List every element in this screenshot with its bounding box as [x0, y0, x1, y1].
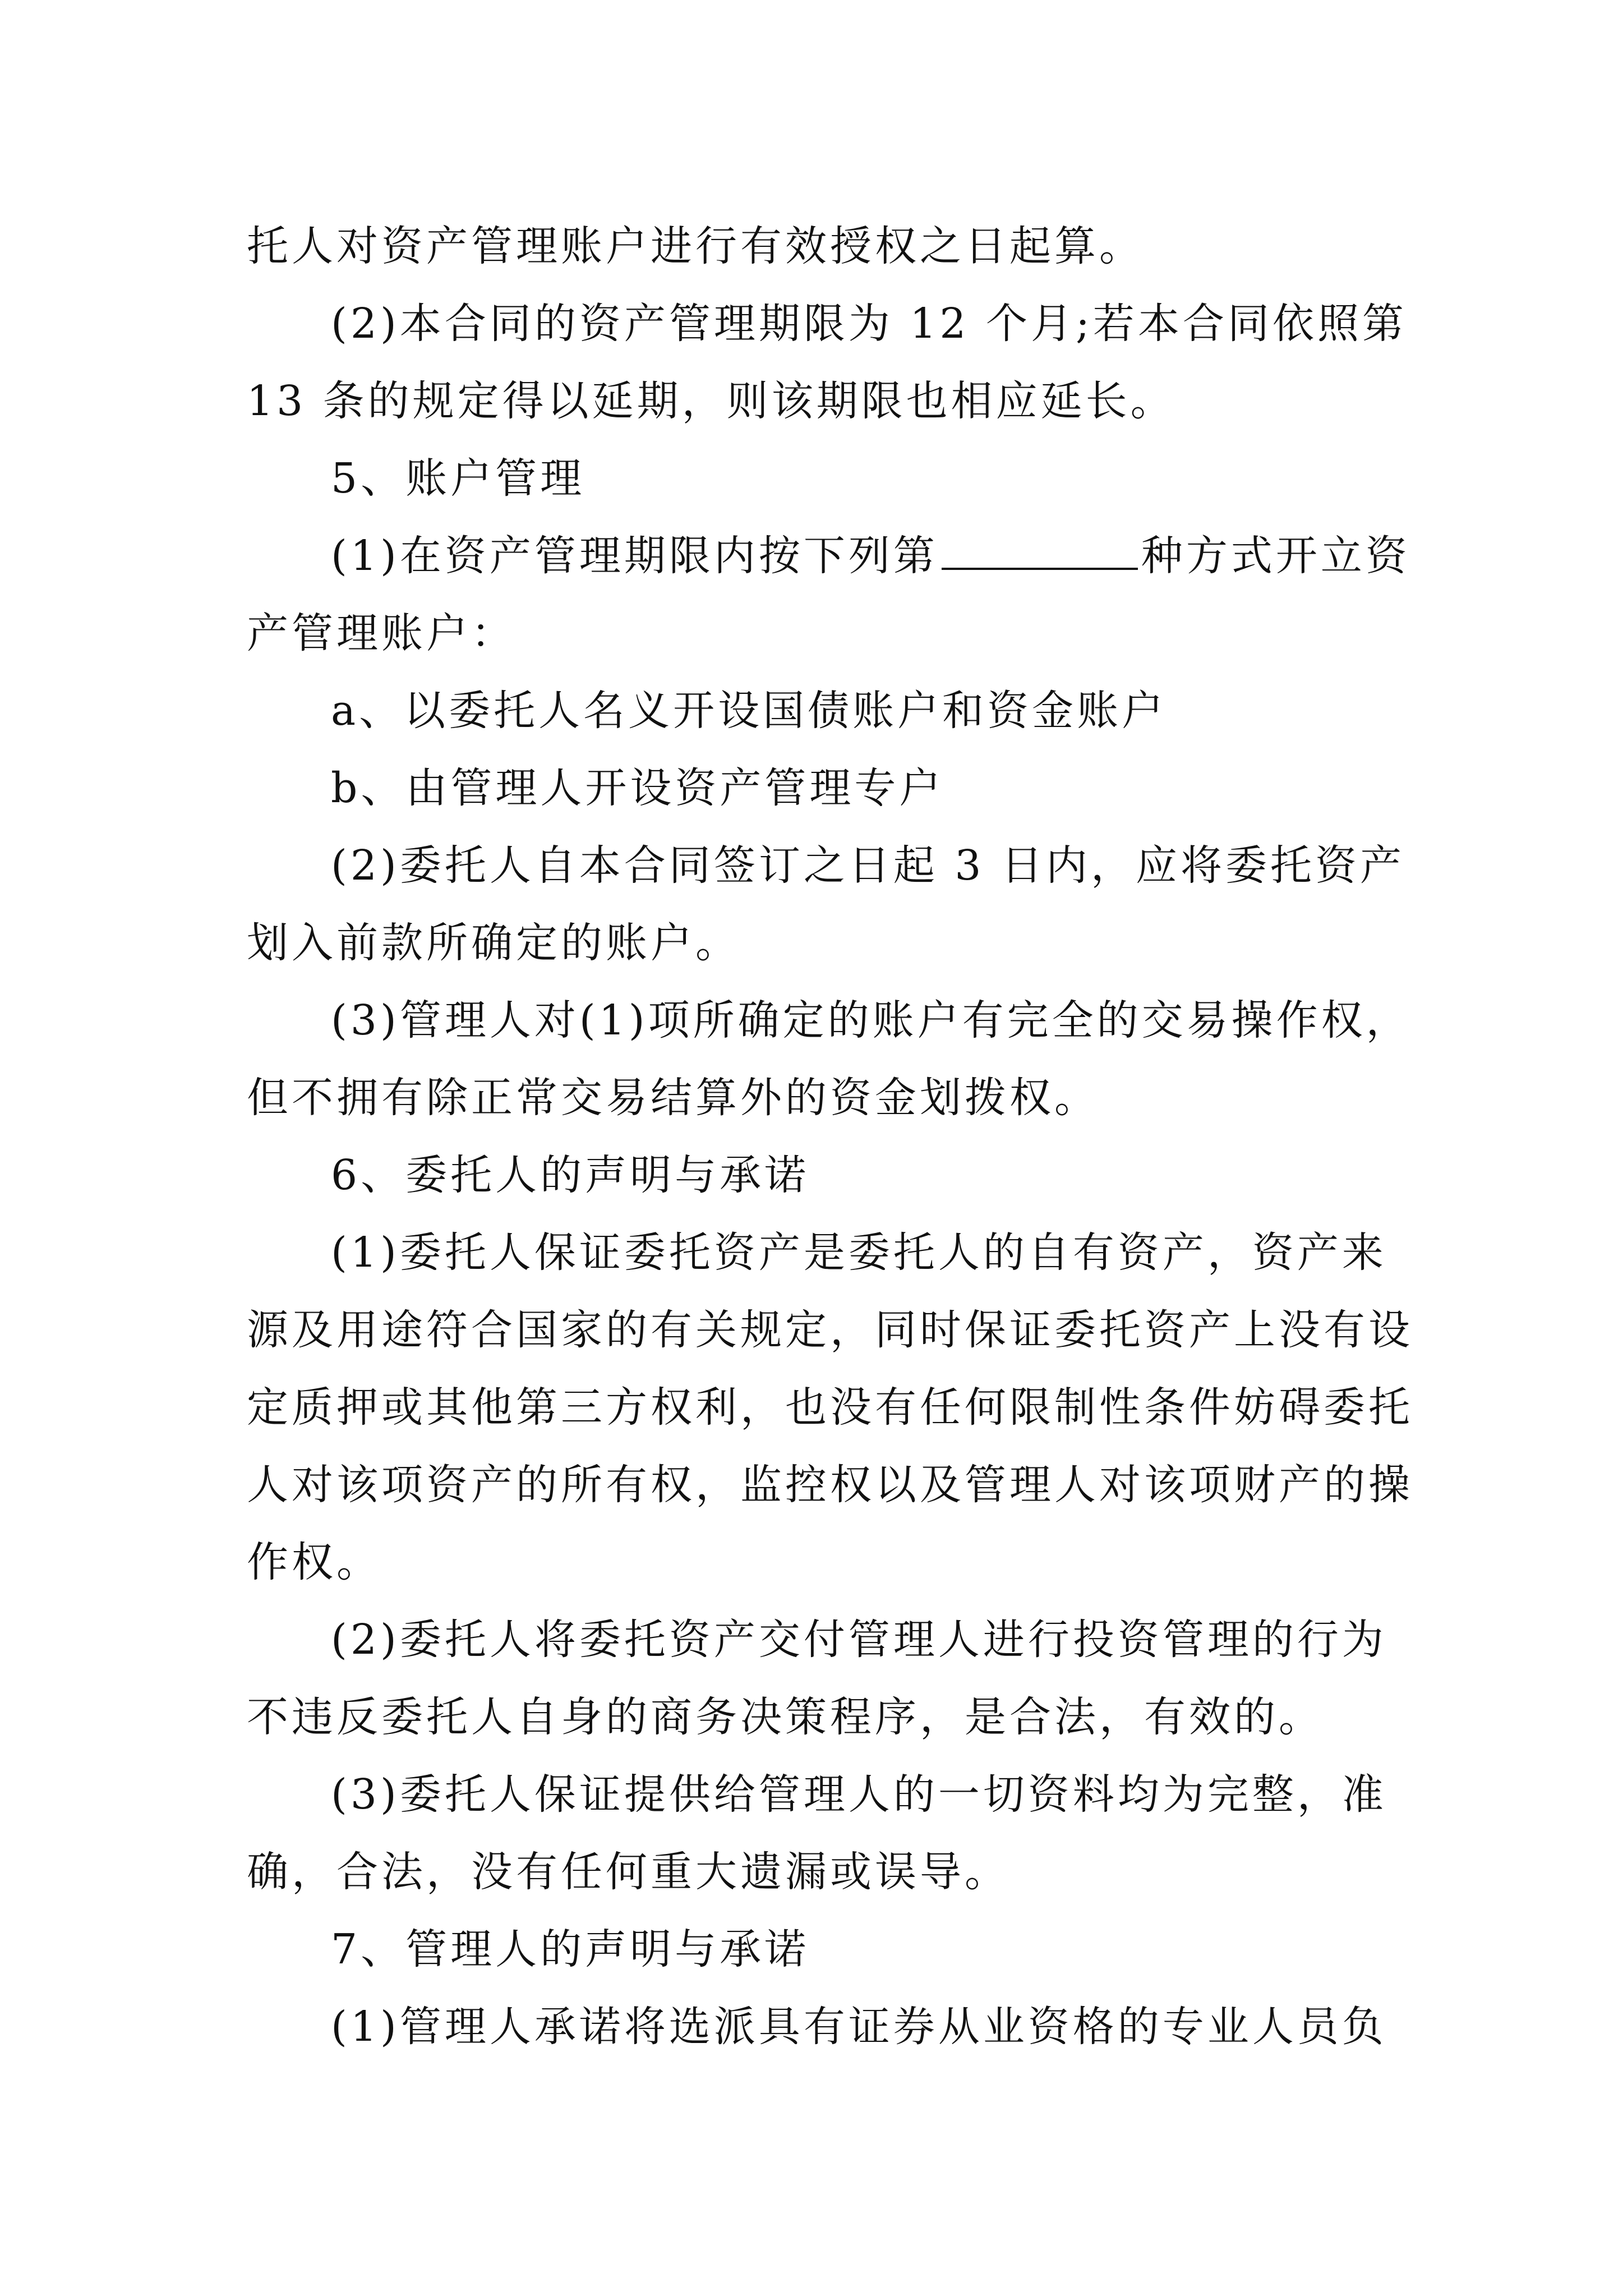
- paragraph-line: 人对该项资产的所有权，监控权以及管理人对该项财产的操: [247, 1461, 1413, 1509]
- list-item: a、以委托人名义开设国债账户和资金账户: [331, 687, 1167, 735]
- paragraph-line: 不违反委托人自身的商务决策程序，是合法，有效的。: [247, 1693, 1324, 1741]
- paragraph-line: (2)委托人将委托资产交付管理人进行投资管理的行为: [331, 1616, 1387, 1664]
- fill-in-blank: [942, 531, 1138, 570]
- paragraph-line: (2)委托人自本合同签订之日起 3 日内，应将委托资产: [331, 841, 1405, 890]
- paragraph-line-with-blank: [247, 517, 1410, 595]
- section-heading: 5、账户管理: [331, 454, 585, 503]
- paragraph-line: 但不拥有除正常交易结算外的资金划拨权。: [247, 1074, 1099, 1122]
- line-text-before-blank: (1)在资产管理期限内按下列第: [331, 532, 938, 580]
- line-text-after-blank: 种方式开立资: [1141, 532, 1410, 580]
- paragraph-line: 托人对资产管理账户进行有效授权之日起算。: [247, 222, 1144, 270]
- section-heading: 6、委托人的声明与承诺: [331, 1151, 810, 1199]
- paragraph-line: 13 条的规定得以延期，则该期限也相应延长。: [247, 377, 1175, 425]
- paragraph-line: 确，合法，没有任何重大遗漏或误导。: [247, 1848, 1009, 1896]
- paragraph-line: 定质押或其他第三方权利，也没有任何限制性条件妨碍委托: [247, 1383, 1413, 1432]
- paragraph-line: (3)委托人保证提供给管理人的一切资料均为完整，准: [331, 1770, 1387, 1819]
- paragraph-line: 划入前款所确定的账户。: [247, 919, 740, 967]
- paragraph-line: (3)管理人对(1)项所确定的账户有完全的交易操作权，: [331, 996, 1411, 1045]
- section-heading: 7、管理人的声明与承诺: [331, 1925, 810, 1973]
- paragraph-line: (2)本合同的资产管理期限为 12 个月;若本合同依照第: [331, 300, 1407, 348]
- paragraph-line: 作权。: [247, 1538, 381, 1586]
- list-item: b、由管理人开设资产管理专户: [331, 764, 944, 812]
- paragraph-line: 源及用途符合国家的有关规定，同时保证委托资产上没有设: [247, 1306, 1413, 1354]
- paragraph-line: (1)委托人保证委托资产是委托人的自有资产，资产来: [331, 1228, 1387, 1277]
- document-body: [247, 208, 1413, 2065]
- paragraph-line: (1)管理人承诺将选派具有证券从业资格的专业人员负: [331, 2003, 1387, 2051]
- paragraph-line: 产管理账户：: [247, 609, 516, 657]
